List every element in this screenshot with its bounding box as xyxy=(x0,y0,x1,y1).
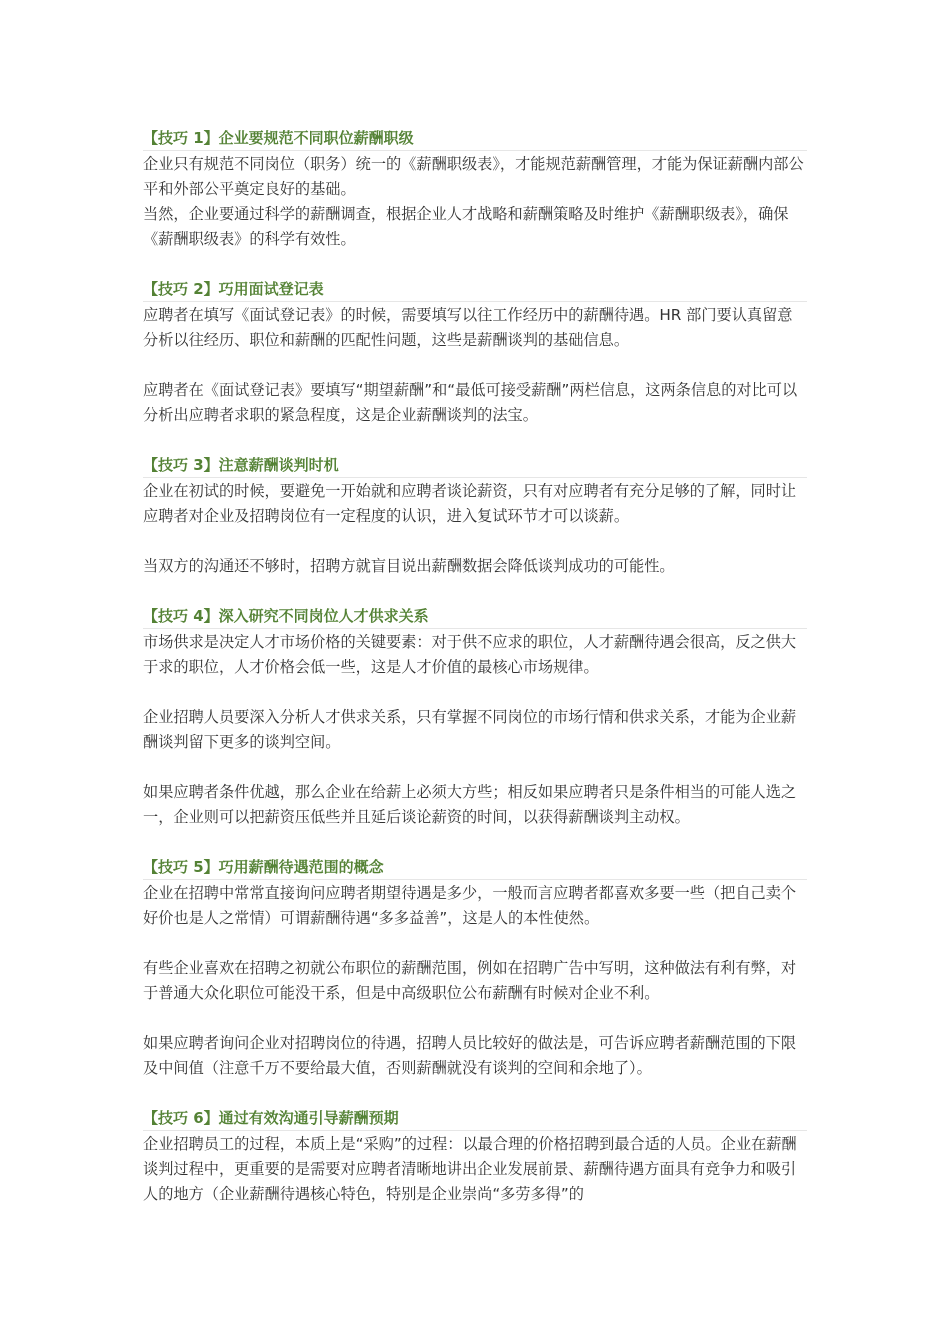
paragraph: 市场供求是决定人才市场价格的关键要素：对于供不应求的职位，人才薪酬待遇会很高，反之供大于求的职位，人才价格会低一些，这是人才价值的最核心市场规律。 xyxy=(143,633,797,676)
section-heading: 【技巧 6】通过有效沟通引导薪酬预期 xyxy=(143,1106,807,1131)
section-tip-1 xyxy=(143,126,807,252)
paragraph: 企业在招聘中常常直接询问应聘者期望待遇是多少，一般而言应聘者都喜欢多要一些（把自己卖个好价也是人之常情）可谓薪酬待遇“多多益善”，这是人的本性使然。 xyxy=(143,884,797,927)
section-heading: 【技巧 4】深入研究不同岗位人才供求关系 xyxy=(143,604,807,629)
paragraph: 当双方的沟通还不够时，招聘方就盲目说出薪酬数据会降低谈判成功的可能性。 xyxy=(143,557,675,575)
section-heading: 【技巧 2】巧用面试登记表 xyxy=(143,277,807,302)
paragraph: 当然，企业要通过科学的薪酬调查，根据企业人才战略和薪酬策略及时维护《薪酬职级表》，确保《薪酬职级表》的科学有效性。 xyxy=(143,205,789,248)
section-tip-2 xyxy=(143,277,807,428)
paragraph: 如果应聘者询问企业对招聘岗位的待遇，招聘人员比较好的做法是，可告诉应聘者薪酬范围的下限及中间值（注意千万不要给最大值，否则薪酬就没有谈判的空间和余地了）。 xyxy=(143,1034,797,1077)
section-heading: 【技巧 1】企业要规范不同职位薪酬职级 xyxy=(143,126,807,151)
section-tip-3 xyxy=(143,453,807,579)
section-heading: 【技巧 3】注意薪酬谈判时机 xyxy=(143,453,807,478)
section-tip-6 xyxy=(143,1106,807,1207)
paragraph: 企业招聘员工的过程，本质上是“采购”的过程：以最合理的价格招聘到最合适的人员。企业在薪酬谈判过程中，更重要的是需要对应聘者清晰地讲出企业发展前景、薪酬待遇方面具有竞争力和吸引人的地方（企业薪酬待遇核心特色，特别是企业崇尚“多劳多得”的 xyxy=(143,1135,797,1203)
paragraph: 应聘者在填写《面试登记表》的时候，需要填写以往工作经历中的薪酬待遇。HR 部门要认真留意分析以往经历、职位和薪酬的匹配性问题，这些是薪酬谈判的基础信息。 xyxy=(143,306,793,349)
section-tip-4 xyxy=(143,604,807,830)
section-heading: 【技巧 5】巧用薪酬待遇范围的概念 xyxy=(143,855,807,880)
paragraph: 企业只有规范不同岗位（职务）统一的《薪酬职级表》，才能规范薪酬管理，才能为保证薪酬内部公平和外部公平奠定良好的基础。 xyxy=(143,155,804,198)
paragraph: 企业在初试的时候，要避免一开始就和应聘者谈论薪资，只有对应聘者有充分足够的了解，同时让应聘者对企业及招聘岗位有一定程度的认识，进入复试环节才可以谈薪。 xyxy=(143,482,797,525)
paragraph: 应聘者在《面试登记表》要填写“期望薪酬”和“最低可接受薪酬”两栏信息，这两条信息的对比可以分析出应聘者求职的紧急程度，这是企业薪酬谈判的法宝。 xyxy=(143,381,798,424)
paragraph: 如果应聘者条件优越，那么企业在给薪上必须大方些；相反如果应聘者只是条件相当的可能人选之一，企业则可以把薪资压低些并且延后谈论薪资的时间，以获得薪酬谈判主动权。 xyxy=(143,783,797,826)
paragraph: 有些企业喜欢在招聘之初就公布职位的薪酬范围，例如在招聘广告中写明，这种做法有利有弊，对于普通大众化职位可能没干系，但是中高级职位公布薪酬有时候对企业不利。 xyxy=(143,959,797,1002)
paragraph: 企业招聘人员要深入分析人才供求关系，只有掌握不同岗位的市场行情和供求关系，才能为企业薪酬谈判留下更多的谈判空间。 xyxy=(143,708,797,751)
section-tip-5 xyxy=(143,855,807,1081)
document-page xyxy=(143,126,807,1207)
